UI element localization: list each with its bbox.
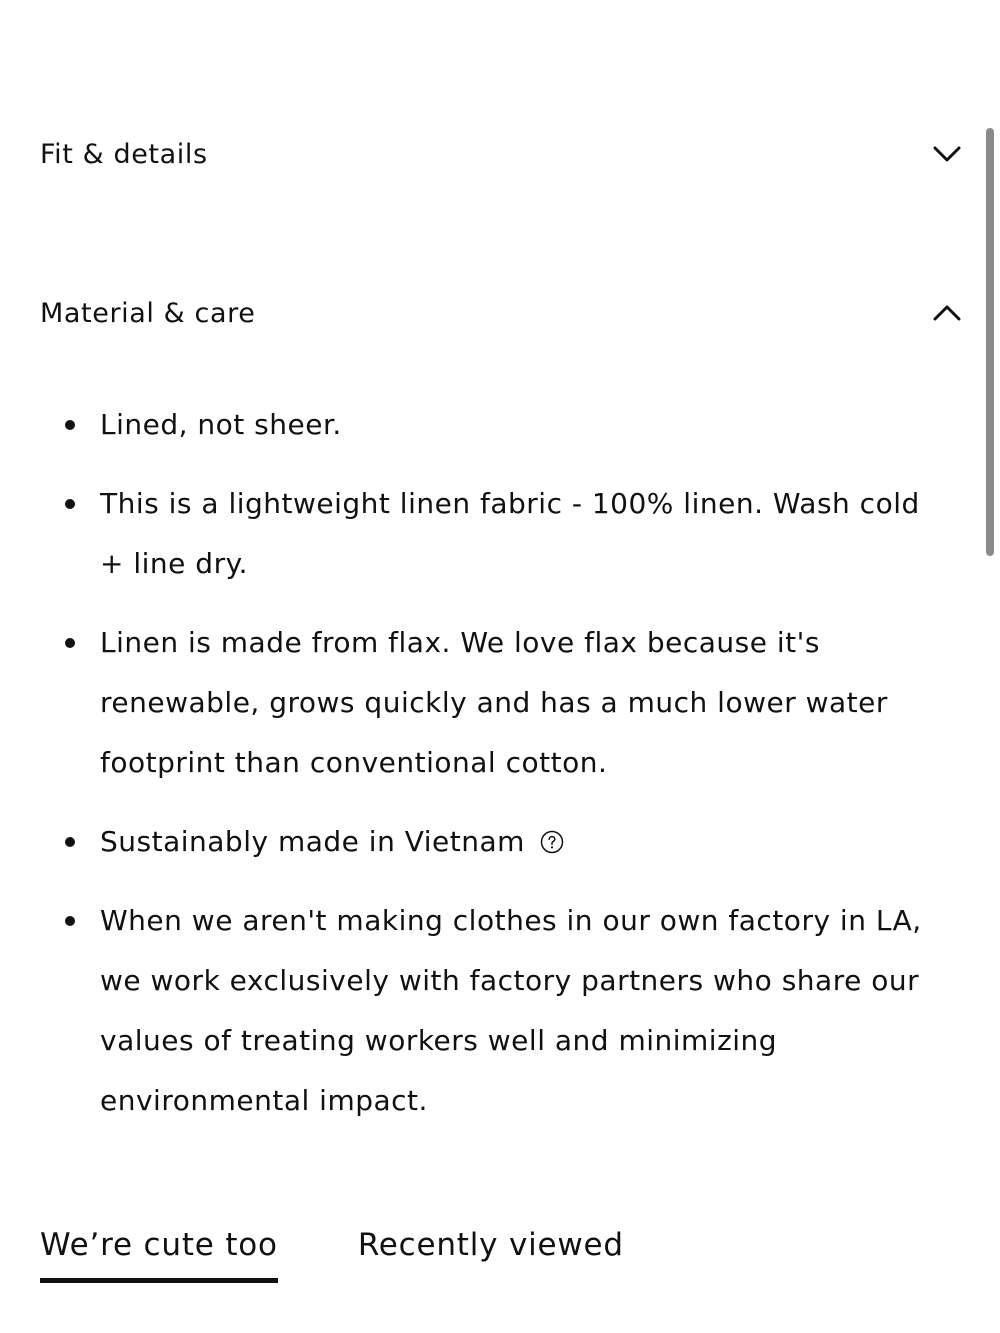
tab-were-cute-too[interactable]: We’re cute too [40,1220,278,1290]
care-item-text: When we aren't making clothes in our own factory in LA, we work exclusively with factory partners who share our values of treating workers well and minimizing environmental impact. [100,904,922,1117]
list-item [60,812,950,872]
list-item [60,891,950,1131]
product-tabs [40,1220,624,1290]
material-care-list [60,395,950,1150]
list-item [60,395,950,455]
scrollbar[interactable] [986,128,994,1278]
chevron-down-icon[interactable] [932,139,962,169]
accordion-material-care[interactable] [40,293,964,333]
question-circle-icon[interactable] [540,830,564,854]
tab-recently-viewed[interactable]: Recently viewed [357,1227,624,1263]
list-item [60,474,950,594]
chevron-up-icon[interactable] [932,298,962,328]
care-item-text: This is a lightweight linen fabric - 100% linen. Wash cold + line dry. [100,487,920,580]
accordion-fit-details[interactable] [40,134,964,174]
care-item-text: Sustainably made in Vietnam [100,825,525,858]
care-item-text: Linen is made from flax. We love flax because it's renewable, grows quickly and has a much lower water footprint than conventional cotton. [100,626,888,779]
accordion-title-material-care: Material & care [40,297,256,329]
scrollbar-thumb[interactable] [986,128,994,556]
care-item-text: Lined, not sheer. [100,408,342,441]
list-item [60,613,950,793]
accordion-title-fit-details: Fit & details [40,138,208,170]
